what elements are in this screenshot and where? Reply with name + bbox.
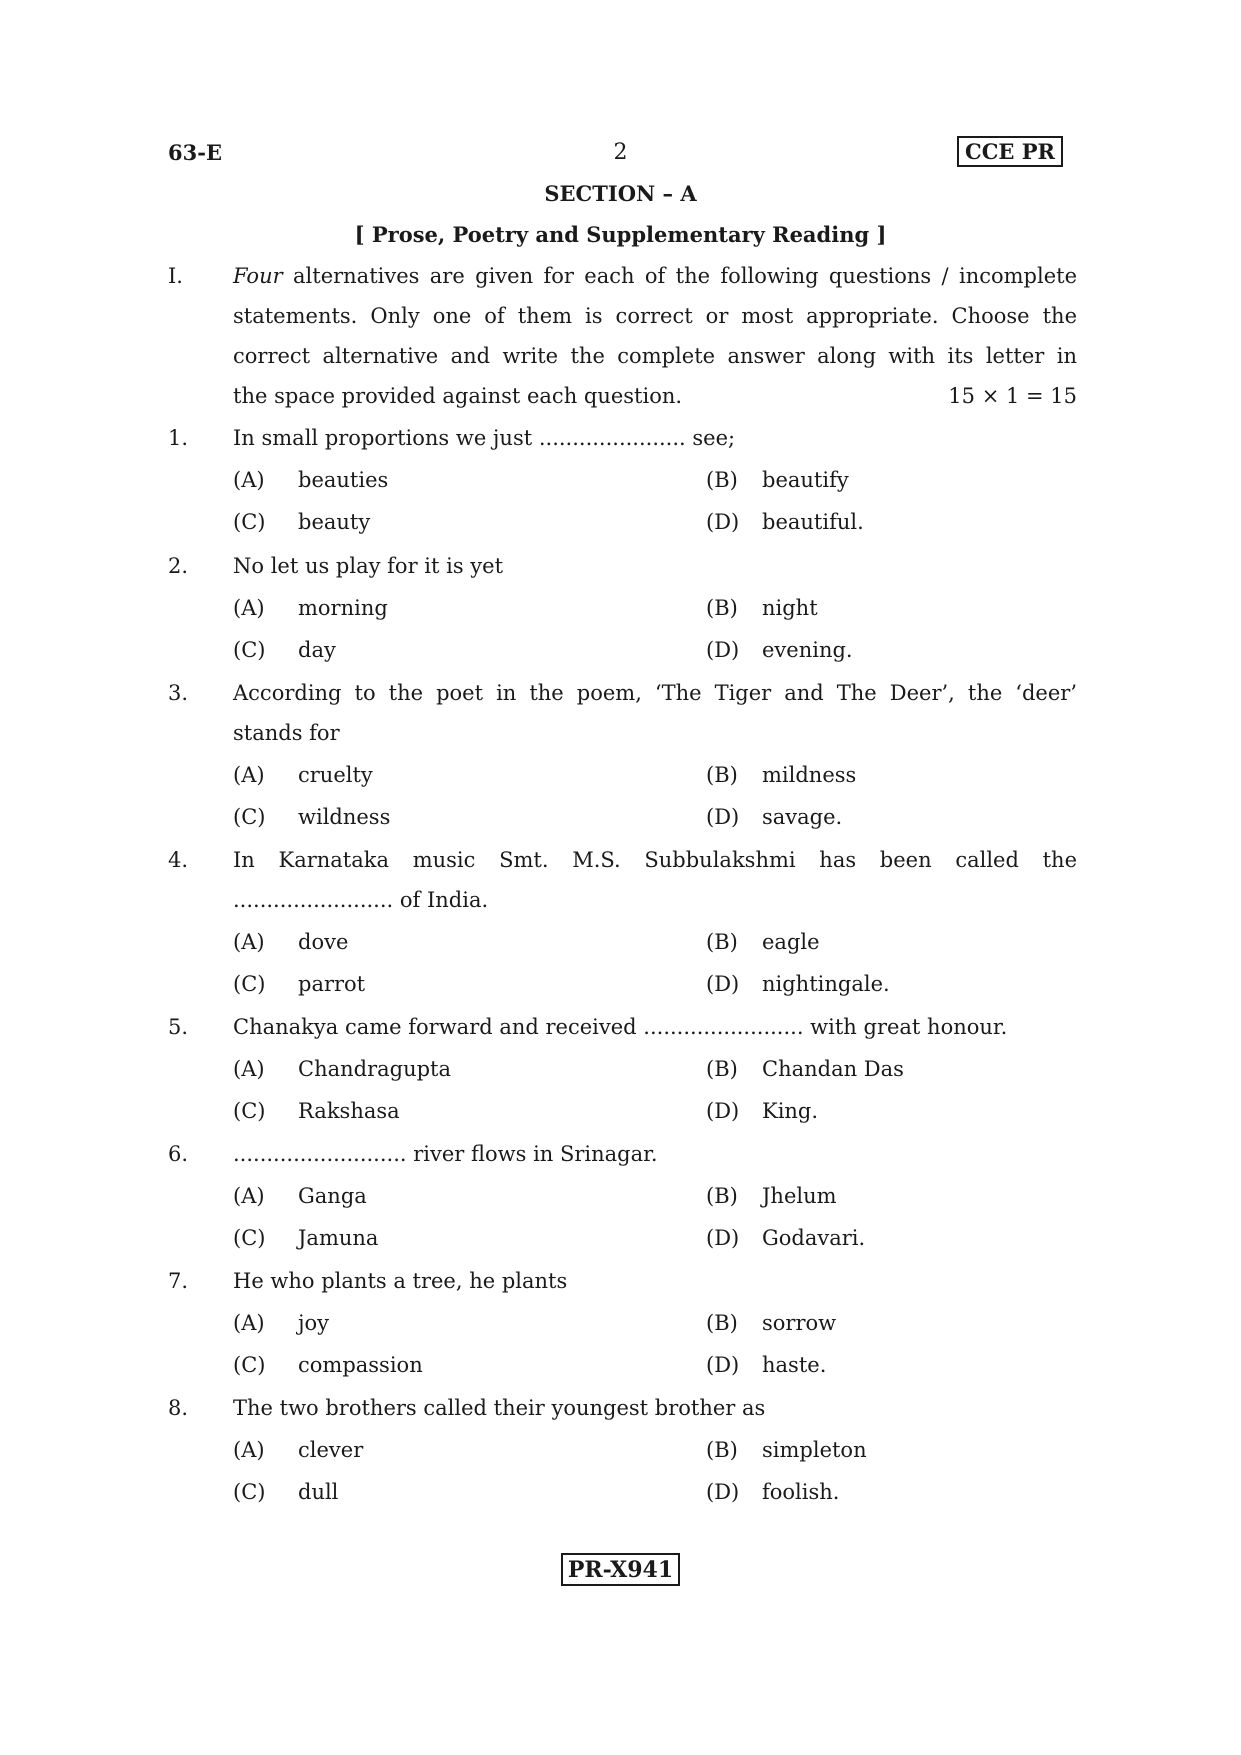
- page-number: 2: [613, 140, 628, 165]
- option-text: Jamuna: [298, 1226, 379, 1250]
- instruction-line-3: correct alternative and write the complete answer along with its letter in: [233, 344, 1077, 368]
- option-text: sorrow: [762, 1311, 837, 1335]
- section-title: SECTION – A: [544, 181, 697, 206]
- option-text: parrot: [298, 972, 366, 996]
- question-number: 5.: [168, 1015, 189, 1039]
- option-text: savage.: [762, 805, 843, 829]
- option-text: joy: [298, 1311, 330, 1335]
- question-number: 7.: [168, 1269, 189, 1293]
- option-text: beauties: [298, 468, 389, 492]
- option-letter: (B): [706, 596, 738, 620]
- option-letter: (D): [706, 805, 740, 829]
- instruction-number: I.: [168, 264, 183, 288]
- option-text: clever: [298, 1438, 364, 1462]
- question-number: 6.: [168, 1142, 189, 1166]
- section-subtitle: [ Prose, Poetry and Supplementary Reading ]: [354, 222, 887, 247]
- option-text: morning: [298, 596, 388, 620]
- option-letter: (C): [233, 510, 266, 534]
- option-letter: (D): [706, 1480, 740, 1504]
- option-text: foolish.: [762, 1480, 840, 1504]
- marks-label: 15 × 1 = 15: [948, 384, 1077, 408]
- option-text: compassion: [298, 1353, 423, 1377]
- option-letter: (A): [233, 930, 265, 954]
- option-text: Jhelum: [762, 1184, 837, 1208]
- question-text: stands for: [233, 721, 340, 745]
- option-letter: (B): [706, 1057, 738, 1081]
- option-text: dove: [298, 930, 349, 954]
- option-letter: (D): [706, 1226, 740, 1250]
- paper-code: 63-E: [168, 140, 222, 165]
- option-text: evening.: [762, 638, 853, 662]
- option-text: Chandan Das: [762, 1057, 904, 1081]
- instruction-lead-word: Four: [233, 264, 283, 288]
- option-text: haste.: [762, 1353, 827, 1377]
- option-letter: (C): [233, 805, 266, 829]
- option-letter: (B): [706, 1184, 738, 1208]
- option-text: Godavari.: [762, 1226, 866, 1250]
- instruction-line-1: [233, 264, 1077, 288]
- option-letter: (C): [233, 972, 266, 996]
- option-letter: (C): [233, 1353, 266, 1377]
- option-text: wildness: [298, 805, 391, 829]
- option-text: King.: [762, 1099, 819, 1123]
- question-text: In Karnataka music Smt. M.S. Subbulakshmi has been called the: [233, 848, 1077, 872]
- question-number: 1.: [168, 426, 189, 450]
- option-letter: (C): [233, 638, 266, 662]
- question-number: 4.: [168, 848, 189, 872]
- instruction-line-2: statements. Only one of them is correct or most appropriate. Choose the: [233, 304, 1077, 328]
- option-letter: (D): [706, 510, 740, 534]
- option-text: beautify: [762, 468, 849, 492]
- option-letter: (B): [706, 1311, 738, 1335]
- option-text: night: [762, 596, 818, 620]
- option-letter: (D): [706, 972, 740, 996]
- option-letter: (A): [233, 1311, 265, 1335]
- question-text: Chanakya came forward and received ........................ with great honour.: [233, 1015, 1008, 1039]
- series-box: CCE PR: [957, 136, 1063, 167]
- question-text: .......................... river flows in Srinagar.: [233, 1142, 658, 1166]
- option-text: day: [298, 638, 336, 662]
- footer-code-box: [0, 1553, 1241, 1586]
- question-number: 2.: [168, 554, 189, 578]
- option-text: cruelty: [298, 763, 373, 787]
- option-letter: (B): [706, 763, 738, 787]
- option-letter: (B): [706, 468, 738, 492]
- option-letter: (A): [233, 1057, 265, 1081]
- question-number: 8.: [168, 1396, 189, 1420]
- question-text: ........................ of India.: [233, 888, 489, 912]
- option-letter: (D): [706, 1099, 740, 1123]
- question-text: According to the poet in the poem, ‘The Tiger and The Deer’, the ‘deer’: [233, 681, 1077, 705]
- option-text: beautiful.: [762, 510, 864, 534]
- option-text: Ganga: [298, 1184, 367, 1208]
- option-letter: (A): [233, 468, 265, 492]
- instruction-line-1-rest: alternatives are given for each of the following questions / incomplete: [293, 264, 1077, 288]
- option-text: Rakshasa: [298, 1099, 400, 1123]
- option-text: mildness: [762, 763, 857, 787]
- option-letter: (A): [233, 1184, 265, 1208]
- option-letter: (D): [706, 638, 740, 662]
- option-letter: (B): [706, 1438, 738, 1462]
- question-text: No let us play for it is yet: [233, 554, 504, 578]
- option-letter: (A): [233, 763, 265, 787]
- option-text: Chandragupta: [298, 1057, 452, 1081]
- question-text: He who plants a tree, he plants: [233, 1269, 568, 1293]
- option-letter: (C): [233, 1480, 266, 1504]
- instruction-line-4: the space provided against each question.: [233, 384, 683, 408]
- question-number: 3.: [168, 681, 189, 705]
- option-letter: (D): [706, 1353, 740, 1377]
- option-letter: (B): [706, 930, 738, 954]
- option-text: eagle: [762, 930, 820, 954]
- option-text: dull: [298, 1480, 339, 1504]
- option-letter: (C): [233, 1099, 266, 1123]
- option-text: nightingale.: [762, 972, 890, 996]
- option-letter: (A): [233, 1438, 265, 1462]
- option-letter: (C): [233, 1226, 266, 1250]
- option-letter: (A): [233, 596, 265, 620]
- footer-code: PR-X941: [561, 1553, 680, 1586]
- question-text: In small proportions we just ...................... see;: [233, 426, 736, 450]
- option-text: simpleton: [762, 1438, 867, 1462]
- option-text: beauty: [298, 510, 371, 534]
- question-text: The two brothers called their youngest brother as: [233, 1396, 766, 1420]
